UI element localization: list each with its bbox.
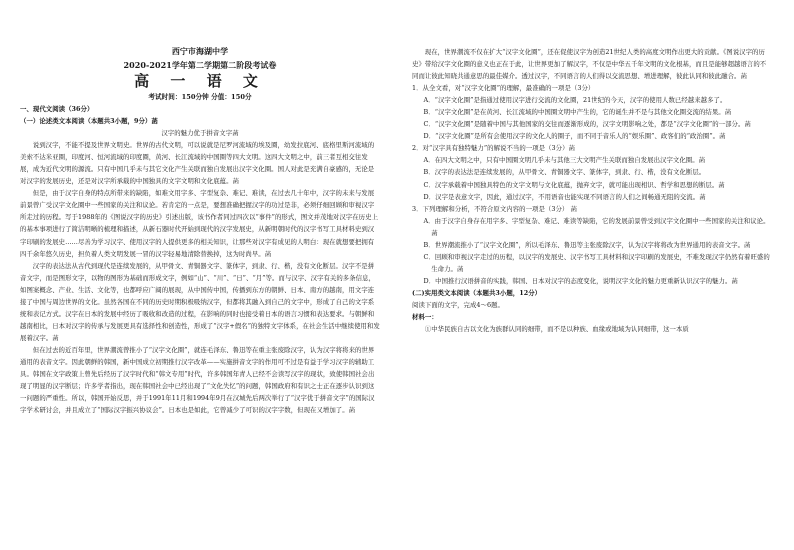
paragraph: 但是，由于汉字自身的特点所带来的缺陷，如难文用字多、字型复杂、难记、难读，在过去几十年中，汉字的未来与发展前景曾广受汉字文化圈中一些国家的关注和议论。若肯定的一点是，要想准确把握汉字的功过是非，必须仔细回顾和审视汉字所走过的历程。写于1988年的《图说汉字的历史》引述出版，该书作者同过四次以“事件”的形式，图文并茂地对汉字在历史上的基本事项进行了简洁明晰的梳理和描述，从新石器时代开始到现代的汉字发展史，从新明朝时代的汉字书写工具材料史到汉字印刷的发展史……尽善为学习汉字、使用汉字的人提供更多的相关知识，让那些对汉字有成见的人明白：现在就想要把拥有四千余年悠久历史，担负着人类文明发展一冒的汉字轻易地清除替换掉，这为时尚早。菡: [20, 189, 379, 258]
option: C．汉字承载着中国独具特色的文字文明与文化底蕴，抛弃文字，就可能出现相识、哲学和思想的断层。菡: [423, 180, 725, 189]
option: B．汉字的表达法是连续发展的，从甲骨文、青铜器文字、篆体字，到隶、行、楷，没有文化断层。: [423, 168, 706, 177]
paragraph: 现在，世界潮流不仅在扩大“汉字文化圈”，还在促使汉字为创造21世纪人类的高度文明作出更大的贡献。《图说汉字的历史》带给汉字文化圈的意义也正在于此，让世界更加了解汉字，不仅是中华五千年文明的文化根基，而且是能够超越语言的不同而让彼此知晓共通意思的最佳媒介。透过汉字，不同语言的人们得以交流思想、增进理解，彼此认同和彼此融合。菡: [412, 48, 767, 81]
option: A．由于汉字自身存在用字多、字型复杂、难记、难读等缺陷，它的发展前景曾受到汉字文化圈中一些国家的关注和议论。菡: [423, 216, 770, 237]
option: B．世界潮流推小了“汉字文化圈”，所以毛泽东、鲁迅等主张废除汉字，认为汉字将将改为世界通用的表音文字。菡: [423, 240, 751, 249]
article-title: 汉字的魅力优于拼音文字菡: [161, 129, 239, 138]
paragraph: ①中华民族自古以文化为族群认同的细带，而不是以种族、血缘或地域为认同细带，这一本质: [424, 325, 689, 334]
question: 1．从全文看，对“汉字文化圈”的理解，最准确的一项是（3分）: [412, 84, 595, 93]
option: A．在四大文明之中，只有中国圈文明几乎未与其他三大文明产生关联而独自发展出汉字文化圈。菡: [423, 156, 706, 165]
option: D．“汉字文化圈”是所有会使用汉字的文化人的圈子，而不同于音乐人的“娱乐圈”、政客们的“政治圈”。菡: [423, 132, 726, 141]
instruction: 阅读下面的文字，完成4～6题。: [412, 300, 504, 309]
paragraph: 汉字的表达法从古代到现代是连续发展的，从甲骨文、青铜器文字、篆体字，到隶、行、楷，没有文化断层。汉字不是拼音文字，而是图形文字，以物的图形为基础而形成文字，例如“山”、“川”、“日”、“月”等。而与汉字、汉字有关的多条信息，如图案概念、产业、生活、文化等，也都呼应广阔的展现，从中国传中国，传播到东方的朝鲜、日本、南方的越南，用文字连接了中国与周边世界的文化。虽然各国在不同的历史时期积极吸纳汉字，但都将其融入到自己的文字中，形成了自己的文字系统和表记方式。汉字在日本的发展中经历了吸收和改造的过程，在影响的同时也接受着日本的语言习惯和表达要求。与朝鲜和越南相比，日本对汉字的传承与发展更具有选择性和创造性，形成了“汉字+假名”的独特文字体系，在社会生活中继续使用和发展着汉字。菡: [20, 261, 380, 342]
right-column: [412, 46, 772, 335]
left-column: [20, 44, 380, 416]
material-label: 材料一：: [412, 313, 438, 322]
subject-title: 高 一 语 文: [134, 72, 266, 90]
option: B．“汉字文化圈”是在黄河、长江流域的中国圈文明中产生的，它的诞生并不是与其他文化圈交流的结果。菡: [423, 108, 732, 117]
option: D．汉字是表意文字，因此，通过汉字，不用语音也能实现不同语言的人们之间畅通无阻的交流。菡: [423, 192, 706, 201]
school-name: 西宁市海湖中学: [171, 46, 229, 56]
option: A．“汉字文化圈”是指通过使用汉字进行交流的文化圈，21世纪的今天，汉字的使用人数已经越来越多了。: [423, 96, 727, 105]
option: D．中国推行汉语拼音的实践，韩国、日本对汉字的态度变化，说明汉字文化的魅力更重新认识汉字的魅力。菡: [423, 276, 738, 285]
exam-info: 考试时间：150分钟 分值：150分: [148, 93, 252, 101]
paragraph: 但在过去的近百年里，世界潮流曾推小了“汉字文化圈”，就连毛泽东、鲁迅等在重主张废除汉字，认为汉字将将来的世界通用的表音文字。因此朝鲜的韩国，新中国成立初期推行汉字改革——实施拼音文字的作用可不过是有益于学习汉字的辅助工具。韩国在文字政策上曾先后经历了汉字时代和“韩文专用”时代，许多韩国年青人已经不会读写汉字的现状，致使韩国社会出现了明显的汉字断层；许多学者指出，现在韩国社会中已经出现了“文化失忆”的问题，韩国政府和有识之士正在逐步认识到这一问题的严重性。所以，韩国开始反思，并于1991年11月和1994年9月在汉城先后两次举行了“汉字优于拼音文字”的国际汉字学术研讨会，并且成立了“国际汉字振兴协议会”。日本也是如此，它曾减少了可识的汉字字数，但现在又增加了。菡: [20, 345, 375, 415]
section-heading: 一、现代文阅读（36分）: [20, 105, 94, 113]
paragraph: 说到汉字，不能不提及世界文明史。世界的古代文明，可以说就是尼罗河流域的埃及圈，幼发拉底河、底格里斯河流域的美索不达米亚圈，印度河、恒河流域的印度圈，黄河、长江流域的中国圈等四大文明。这四大文明之中，前三者互相交往发展，成为近代文明的源流。只有中国几乎未与其它文化产生关联而独自发展出汉字文化圈。国人对此是充满自豪感的，无论是对汉字的发展历史，还是对汉字所承载的中国独具的文字文明和文化底蕴。菡: [20, 141, 375, 186]
option: C．回顾和审视汉字走过的历程，以汉字的发展史、汉字书写工具材料和汉字印刷的发展史，不难发现汉字仍然有着旺盛的生命力。菡: [423, 252, 770, 273]
exam-title: 2020-2021学年第二学期第二阶段考试卷: [123, 60, 277, 70]
subsection-heading: （一）论述类文本阅读（本题共3小题，9分）菡: [20, 117, 158, 126]
subsection-heading: (二)实用类文本阅读（本题共3小题，12分）: [412, 288, 542, 297]
option: C．“汉字文化圈”是随着中国与其他国家的交往而逐渐形成的，汉字文明影响之处，都是“汉字文化圈”的一部分。菡: [423, 120, 751, 129]
question: 2．对“汉字具有独特魅力”的解说不当的一项是（3分）菡: [412, 144, 575, 153]
question: 3．下列理解和分析，不符合原文内容的一项是（3分） 菡: [412, 204, 577, 213]
